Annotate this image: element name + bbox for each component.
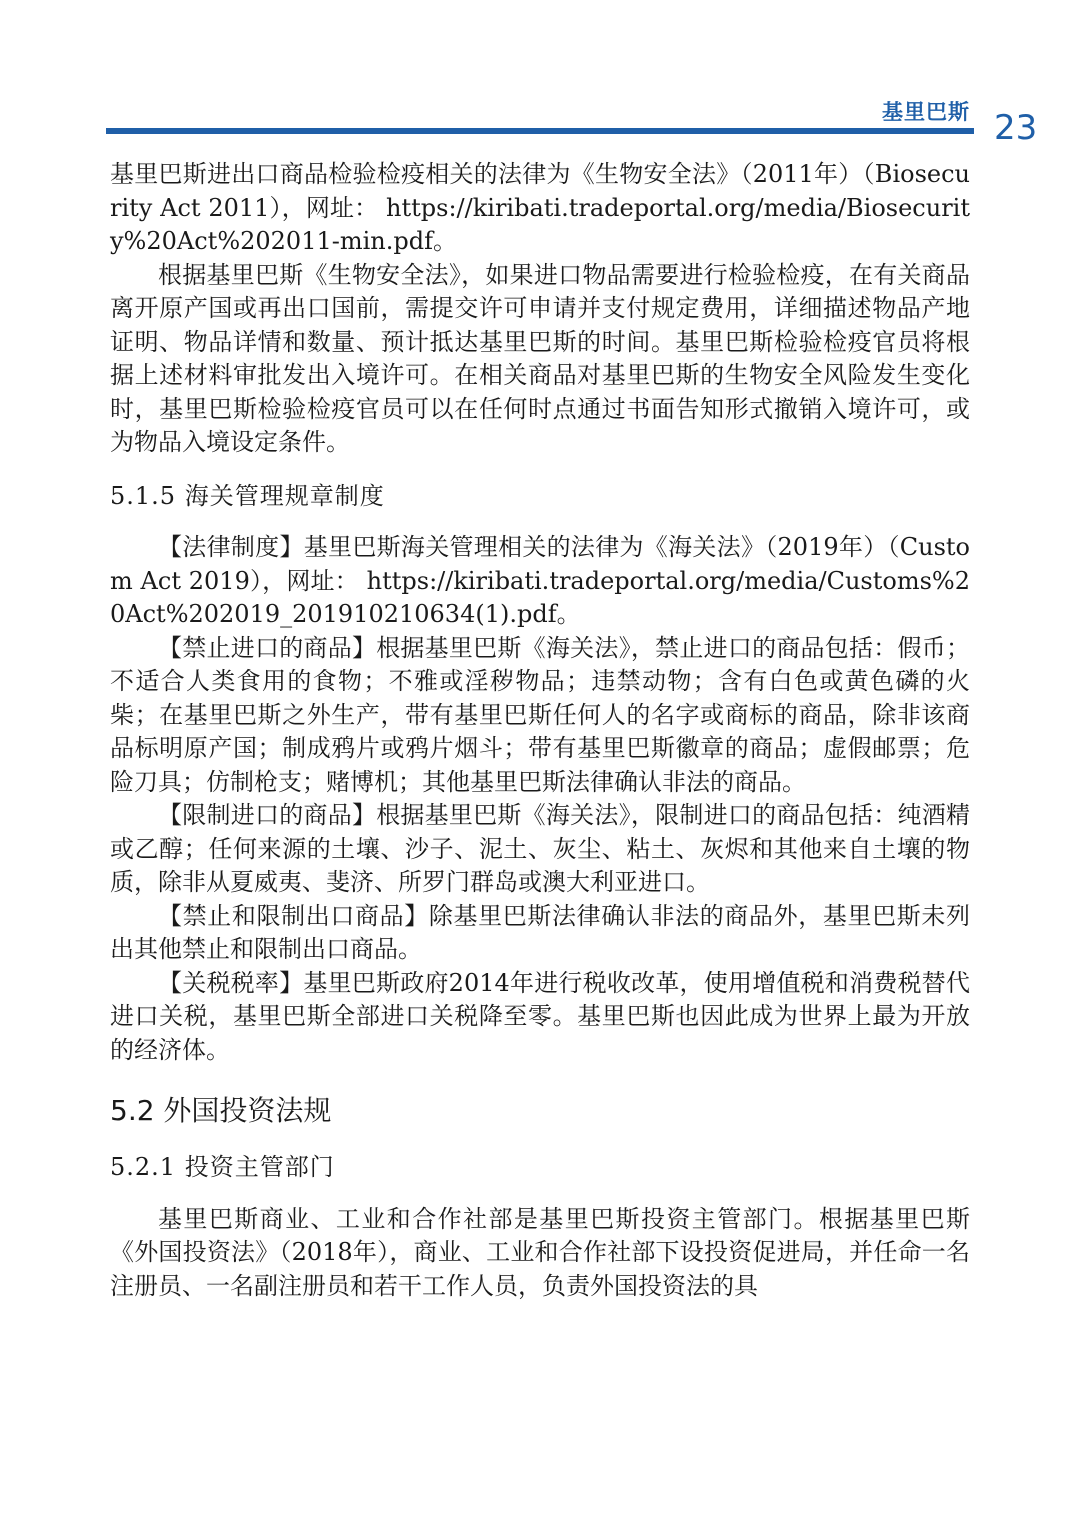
biosecurity-url[interactable]: https://kiribati.tradeportal.org/media/Biosecurity%20Act%202011-min.pdf。: [110, 193, 970, 255]
header-rule: [106, 128, 974, 134]
customs-url[interactable]: https://kiribati.tradeportal.org/media/Customs%20Act%202019_201910210634(1).pdf。: [110, 566, 970, 628]
paragraph-biosecurity-details: 根据基里巴斯《生物安全法》，如果进口物品需要进行检验检疫，在有关商品离开原产国或再出口国前，需提交许可申请并支付规定费用，详细描述物品产地证明、物品详情和数量、预计抵达基里巴斯的时间。基里巴斯检验检疫官员将根据上述材料审批发出入境许可。在相关商品对基里巴斯的生物安全风险发生变化时，基里巴斯检验检疫官员可以在任何时点通过书面告知形式撤销入境许可，或为物品入境设定条件。: [110, 260, 970, 456]
paragraph-label: 【禁止和限制出口商品】: [158, 901, 429, 930]
paragraph-tariff-rates: [110, 967, 970, 1068]
paragraph-text: 基里巴斯进出口商品检验检疫相关的法律为《生物安全法》（2011年）（Biosecurity Act 2011），网址：: [110, 160, 970, 222]
section-heading-5-2-1: 5.2.1 投资主管部门: [110, 1153, 335, 1181]
paragraph-label: 【法律制度】: [158, 533, 304, 561]
paragraph-label: 【关税税率】: [158, 968, 304, 997]
paragraph-text: 基里巴斯政府2014年进行税收改革，使用增值税和消费税替代进口关税，基里巴斯全部进口关税降至零。基里巴斯也因此成为世界上最为开放的经济体。: [110, 968, 971, 1064]
paragraph-legal-system: [110, 531, 970, 632]
paragraph-investment-authority: 基里巴斯商业、工业和合作社部是基里巴斯投资主管部门。根据基里巴斯《外国投资法》（2018年），商业、工业和合作社部下设投资促进局，并任命一名注册员、一名副注册员和若干工作人员，负责外国投资法的具: [110, 1204, 970, 1300]
paragraph-label: 【禁止进口的商品】: [158, 633, 377, 662]
paragraph-restricted-imports: [110, 799, 970, 900]
paragraph-biosecurity-law: [110, 158, 970, 259]
header-title: 基里巴斯: [882, 100, 970, 124]
paragraph-text: 基里巴斯海关管理相关的法律为《海关法》（2019年）（Custom Act 2019），网址：: [110, 533, 971, 595]
paragraph-text: 根据基里巴斯《海关法》，禁止进口的商品包括：假币；不适合人类食用的食物；不雅或淫秽物品；违禁动物；含有白色或黄色磷的火柴；在基里巴斯之外生产，带有基里巴斯任何人的名字或商标的商品，除非该商品标明原产国；制成鸦片或鸦片烟斗；带有基里巴斯徽章的商品；虚假邮票；危险刀具；仿制枪支；赌博机；其他基里巴斯法律确认非法的商品。: [110, 633, 971, 796]
paragraph-text: 除基里巴斯法律确认非法的商品外，基里巴斯未列出其他禁止和限制出口商品。: [110, 901, 970, 963]
paragraph-prohibited-imports: [110, 632, 970, 800]
page-content: [110, 158, 970, 1303]
page-header: [0, 0, 1080, 160]
paragraph-export-restrictions: [110, 900, 970, 967]
paragraph-text: 根据基里巴斯《海关法》，限制进口的商品包括：纯酒精或乙醇；任何来源的土壤、沙子、泥土、灰尘、粘土、灰烬和其他来自土壤的物质，除非从夏威夷、斐济、所罗门群岛或澳大利亚进口。: [110, 801, 971, 896]
section-heading-5-2: 5.2 外国投资法规: [110, 1094, 332, 1127]
page-number: 23: [994, 108, 1038, 148]
paragraph-label: 【限制进口的商品】: [158, 801, 377, 829]
section-heading-5-1-5: 5.1.5 海关管理规章制度: [110, 481, 385, 510]
